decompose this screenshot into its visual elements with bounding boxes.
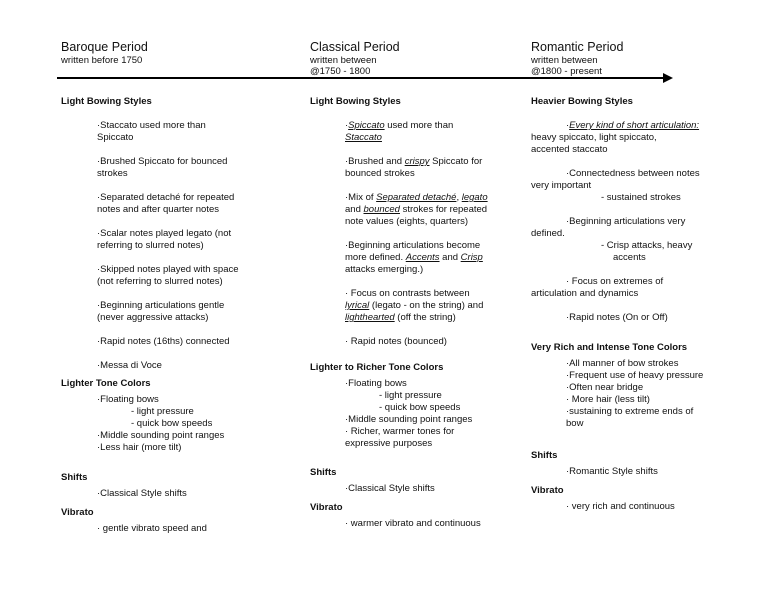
sub-item	[310, 390, 540, 402]
section-items	[61, 394, 291, 454]
item-line: defined.	[531, 228, 565, 239]
bullet-item	[61, 523, 291, 535]
item-line: · More hair (less tilt)	[566, 394, 650, 405]
item-line: ·Floating bows	[345, 378, 407, 389]
section-heading: Heavier Bowing Styles	[531, 96, 633, 107]
section	[531, 485, 731, 513]
item-line: accents	[613, 252, 646, 263]
item-line: ·Beginning articulations become	[345, 240, 481, 251]
bullet-item	[310, 156, 540, 180]
item-line: ·Every kind of short articulation:	[566, 120, 700, 131]
item-line: - light pressure	[379, 390, 442, 401]
bullet-item	[310, 518, 540, 530]
section	[310, 96, 540, 348]
item-line: accented staccato	[531, 144, 608, 155]
period-header-romantic	[531, 40, 741, 77]
item-line: referring to slurred notes)	[97, 240, 204, 251]
item-line: · gentle vibrato speed and	[97, 523, 207, 534]
bullet-item	[310, 426, 540, 450]
section-heading: Vibrato	[61, 507, 94, 518]
bullet-item	[531, 276, 731, 300]
item-line: lyrical (legato - on the string) and	[345, 300, 484, 311]
bullet-item	[310, 483, 540, 495]
item-line: ·Connectedness between notes	[566, 168, 700, 179]
bullet-item	[531, 394, 731, 406]
period-dates-label: written between	[531, 55, 598, 66]
period-dates: @1750 - 1800	[310, 66, 371, 77]
item-line: ·Frequent use of heavy pressure	[566, 370, 704, 381]
item-line: ·Beginning articulations gentle	[97, 300, 225, 311]
section-items	[310, 120, 540, 348]
bullet-item	[61, 336, 291, 348]
period-title: Classical Period	[310, 40, 400, 54]
item-line: ·sustaining to extreme ends of	[566, 406, 694, 417]
bullet-item	[531, 120, 731, 156]
period-dates: written before 1750	[61, 55, 143, 66]
section-heading: Light Bowing Styles	[310, 96, 401, 107]
item-line: very important	[531, 180, 592, 191]
section	[531, 342, 731, 430]
section	[61, 507, 291, 535]
period-header-baroque	[61, 40, 271, 66]
bullet-item	[61, 192, 291, 216]
sub-item	[61, 406, 291, 418]
section-items	[531, 358, 731, 430]
item-line: ·Skipped notes played with space	[97, 264, 239, 275]
bullet-item	[531, 501, 731, 513]
section-heading: Very Rich and Intense Tone Colors	[531, 342, 688, 353]
section-heading: Vibrato	[310, 502, 343, 513]
bullet-item	[310, 240, 540, 276]
section	[310, 362, 540, 450]
item-line: - quick bow speeds	[379, 402, 461, 413]
item-line: articulation and dynamics	[531, 288, 639, 299]
item-line: ·Beginning articulations very	[566, 216, 686, 227]
item-line: Spiccato	[97, 132, 134, 143]
bullet-item	[531, 406, 731, 430]
bullet-item	[531, 168, 731, 204]
item-line: ·Romantic Style shifts	[566, 466, 658, 477]
item-line: ·Less hair (more tilt)	[97, 442, 182, 453]
item-line: attacks emerging.)	[345, 264, 424, 275]
sub-item	[61, 418, 291, 430]
item-line: ·Floating bows	[97, 394, 159, 405]
item-line: and bounced strokes for repeated	[345, 204, 488, 215]
item-line: expressive purposes	[345, 438, 433, 449]
bullet-item	[61, 488, 291, 500]
bullet-item	[61, 394, 291, 406]
sub-item	[310, 402, 540, 414]
bullet-item	[310, 414, 540, 426]
item-line: ·Messa di Voce	[97, 360, 162, 371]
bullet-item	[531, 370, 731, 382]
item-line: ·Mix of Separated detaché, legato	[345, 192, 488, 203]
bullet-item	[531, 216, 731, 264]
item-line: lighthearted (off the string)	[345, 312, 456, 323]
item-line: ·All manner of bow strokes	[566, 358, 679, 369]
item-line: (never aggressive attacks)	[97, 312, 209, 323]
section-heading: Shifts	[310, 467, 337, 478]
item-line: ·Middle sounding point ranges	[345, 414, 473, 425]
section	[531, 96, 731, 324]
section-items	[310, 483, 540, 495]
item-line: ·Brushed Spiccato for bounced	[97, 156, 228, 167]
bullet-item	[61, 430, 291, 442]
item-line: notes and after quarter notes	[97, 204, 219, 215]
bullet-item	[61, 156, 291, 180]
item-line: ·Scalar notes played legato (not	[97, 228, 232, 239]
section	[61, 472, 291, 500]
item-line: ·Rapid notes (16ths) connected	[97, 336, 230, 347]
item-line: ·Separated detaché for repeated	[97, 192, 235, 203]
section-items	[531, 120, 731, 324]
section-heading: Vibrato	[531, 485, 564, 496]
item-line: ·Often near bridge	[566, 382, 644, 393]
period-dates: @1800 - present	[531, 66, 602, 77]
item-line: (not referring to slurred notes)	[97, 276, 223, 287]
item-line: Staccato	[345, 132, 382, 143]
bullet-item	[310, 336, 540, 348]
timeline-line	[57, 77, 665, 79]
item-line: more defined. Accents and Crisp	[345, 252, 483, 263]
item-line: ·Classical Style shifts	[345, 483, 435, 494]
period-header-classical	[310, 40, 520, 77]
item-line: ·Middle sounding point ranges	[97, 430, 225, 441]
bullet-item	[310, 120, 540, 144]
item-line: · Focus on extremes of	[566, 276, 664, 287]
item-line: ·Brushed and crispy Spiccato for	[345, 156, 483, 167]
item-line: · Richer, warmer tones for	[345, 426, 455, 437]
section-items	[531, 466, 731, 478]
item-line: · very rich and continuous	[566, 501, 675, 512]
item-line: · warmer vibrato and continuous	[345, 518, 481, 529]
bullet-item	[61, 300, 291, 324]
bullet-item	[61, 360, 291, 372]
item-line: ·Classical Style shifts	[97, 488, 187, 499]
bullet-item	[61, 442, 291, 454]
bullet-item	[310, 192, 540, 228]
period-title: Baroque Period	[61, 40, 148, 54]
section-items	[61, 488, 291, 500]
item-line: - sustained strokes	[601, 192, 681, 203]
item-line: · Focus on contrasts between	[345, 288, 470, 299]
period-dates-label: written between	[310, 55, 377, 66]
bullet-item	[531, 466, 731, 478]
bullet-item	[531, 312, 731, 324]
item-line: - light pressure	[131, 406, 194, 417]
section-heading: Lighter to Richer Tone Colors	[310, 362, 444, 373]
bullet-item	[61, 228, 291, 252]
section-items	[310, 378, 540, 450]
bullet-item	[531, 358, 731, 370]
bullet-item	[310, 288, 540, 324]
section-items	[61, 523, 291, 535]
item-line: ·Rapid notes (On or Off)	[566, 312, 668, 323]
period-title: Romantic Period	[531, 40, 624, 54]
section-heading: Shifts	[531, 450, 558, 461]
item-line: ·Staccato used more than	[97, 120, 206, 131]
item-line: note values (eights, quarters)	[345, 216, 469, 227]
item-line: - Crisp attacks, heavy	[601, 240, 693, 251]
section	[310, 467, 540, 495]
section	[61, 96, 291, 372]
item-line: - quick bow speeds	[131, 418, 213, 429]
section-items	[61, 120, 291, 372]
bullet-item	[531, 382, 731, 394]
section-items	[531, 501, 731, 513]
item-line: heavy spiccato, light spiccato,	[531, 132, 657, 143]
item-line: · Rapid notes (bounced)	[345, 336, 447, 347]
section	[310, 502, 540, 530]
section-heading: Shifts	[61, 472, 88, 483]
item-line: bounced strokes	[345, 168, 415, 179]
section	[531, 450, 731, 478]
section-heading: Lighter Tone Colors	[61, 378, 151, 389]
item-line: strokes	[97, 168, 128, 179]
bullet-item	[61, 264, 291, 288]
section-items	[310, 518, 540, 530]
bullet-item	[310, 378, 540, 390]
section	[61, 378, 291, 454]
bullet-item	[61, 120, 291, 144]
item-line: ·Spiccato used more than	[345, 120, 454, 131]
item-line: bow	[566, 418, 584, 429]
section-heading: Light Bowing Styles	[61, 96, 152, 107]
